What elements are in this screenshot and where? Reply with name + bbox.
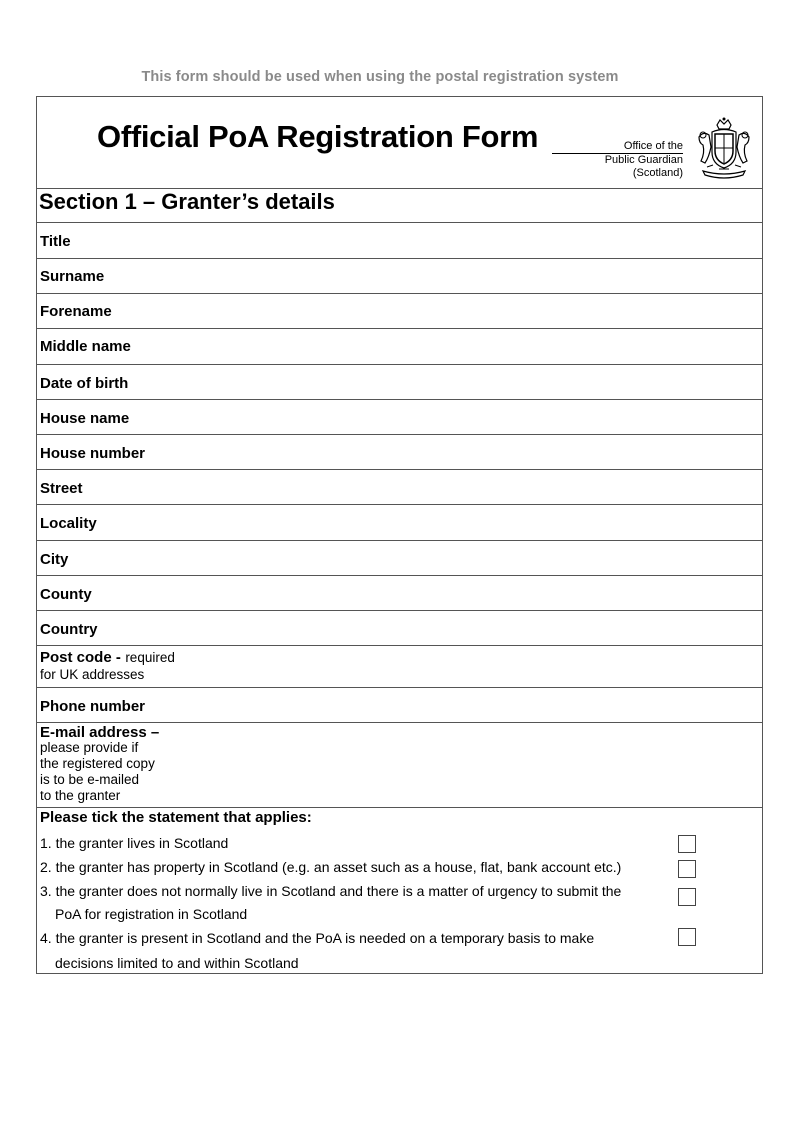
middle-name-row — [37, 329, 762, 365]
house-number-label: House number — [40, 445, 146, 462]
county-label: County — [40, 586, 92, 603]
post-code-required-note: required — [125, 650, 175, 665]
statement-4-checkbox[interactable] — [678, 928, 696, 946]
locality-row — [37, 505, 762, 541]
forename-row — [37, 294, 762, 329]
statements-title: Please tick the statement that applies: — [40, 809, 312, 826]
email-note-line2: the registered copy — [40, 756, 155, 771]
form-header — [37, 97, 762, 189]
surname-label: Surname — [40, 268, 105, 285]
form-title: Official PoA Registration Form — [97, 119, 539, 154]
locality-label: Locality — [40, 515, 97, 532]
email-label: E-mail address – — [40, 724, 160, 741]
surname-input[interactable] — [198, 259, 762, 293]
statement-2 — [40, 856, 660, 879]
house-name-input[interactable] — [198, 400, 762, 434]
statement-4-text-line1: 4. the granter is present in Scotland and the PoA is needed on a temporary basis to make — [40, 930, 595, 946]
date-of-birth-label: Date of birth — [40, 375, 129, 392]
country-input[interactable] — [198, 611, 762, 645]
statement-3 — [40, 880, 660, 926]
street-label: Street — [40, 480, 83, 497]
email-note-line4: to the granter — [40, 788, 121, 803]
statement-1-checkbox[interactable] — [678, 835, 696, 853]
statement-1 — [40, 832, 660, 855]
office-name-line2: Public Guardian (Scotland) — [552, 153, 683, 180]
section-title: Section 1 – Granter’s details — [37, 188, 762, 223]
middle-name-input[interactable] — [198, 329, 762, 364]
statement-4-text-line2: decisions limited to and within Scotland — [55, 955, 299, 971]
locality-input[interactable] — [198, 505, 762, 540]
house-number-row — [37, 435, 762, 470]
registration-form — [36, 96, 763, 974]
post-code-note: for UK addresses — [40, 667, 145, 682]
statement-1-text: 1. the granter lives in Scotland — [40, 835, 229, 851]
street-input[interactable] — [198, 470, 762, 504]
title-input[interactable] — [198, 224, 762, 258]
statement-2-checkbox[interactable] — [678, 860, 696, 878]
county-row — [37, 576, 762, 611]
email-note-line1: please provide if — [40, 740, 139, 755]
statement-3-text-line2: PoA for registration in Scotland — [55, 906, 248, 922]
usage-note: This form should be used when using the postal registration system — [141, 69, 619, 85]
statement-3-text-line1: 3. the granter does not normally live in Scotland and there is a matter of urgency to submit the — [40, 883, 622, 899]
title-row — [37, 224, 762, 259]
phone-number-label: Phone number — [40, 698, 146, 715]
phone-number-row — [37, 688, 762, 723]
forename-input[interactable] — [198, 294, 762, 328]
house-number-input[interactable] — [198, 435, 762, 469]
forename-label: Forename — [40, 303, 112, 320]
county-input[interactable] — [198, 576, 762, 610]
house-name-label: House name — [40, 410, 130, 427]
date-of-birth-input[interactable] — [198, 365, 762, 399]
middle-name-label: Middle name — [40, 338, 131, 355]
phone-number-input[interactable] — [198, 688, 762, 722]
statement-4 — [40, 927, 660, 975]
email-note-line3: is to be e-mailed — [40, 772, 140, 787]
post-code-row — [37, 646, 762, 688]
email-row — [37, 723, 762, 808]
surname-row — [37, 259, 762, 294]
email-input[interactable] — [198, 723, 762, 807]
country-row — [37, 611, 762, 646]
title-label: Title — [40, 233, 71, 250]
office-name — [552, 140, 683, 180]
statement-3-checkbox[interactable] — [678, 888, 696, 906]
country-label: Country — [40, 621, 98, 638]
date-of-birth-row — [37, 365, 762, 400]
office-name-line1: Office of the — [623, 140, 683, 152]
post-code-label: Post code - — [40, 649, 121, 666]
street-row — [37, 470, 762, 505]
statement-2-text: 2. the granter has property in Scotland (e.g. an asset such as a house, flat, bank account etc.) — [40, 859, 622, 875]
post-code-input[interactable] — [198, 646, 762, 687]
city-row — [37, 541, 762, 576]
city-input[interactable] — [198, 541, 762, 575]
city-label: City — [40, 551, 69, 568]
house-name-row — [37, 400, 762, 435]
royal-coat-of-arms-icon — [693, 117, 755, 181]
